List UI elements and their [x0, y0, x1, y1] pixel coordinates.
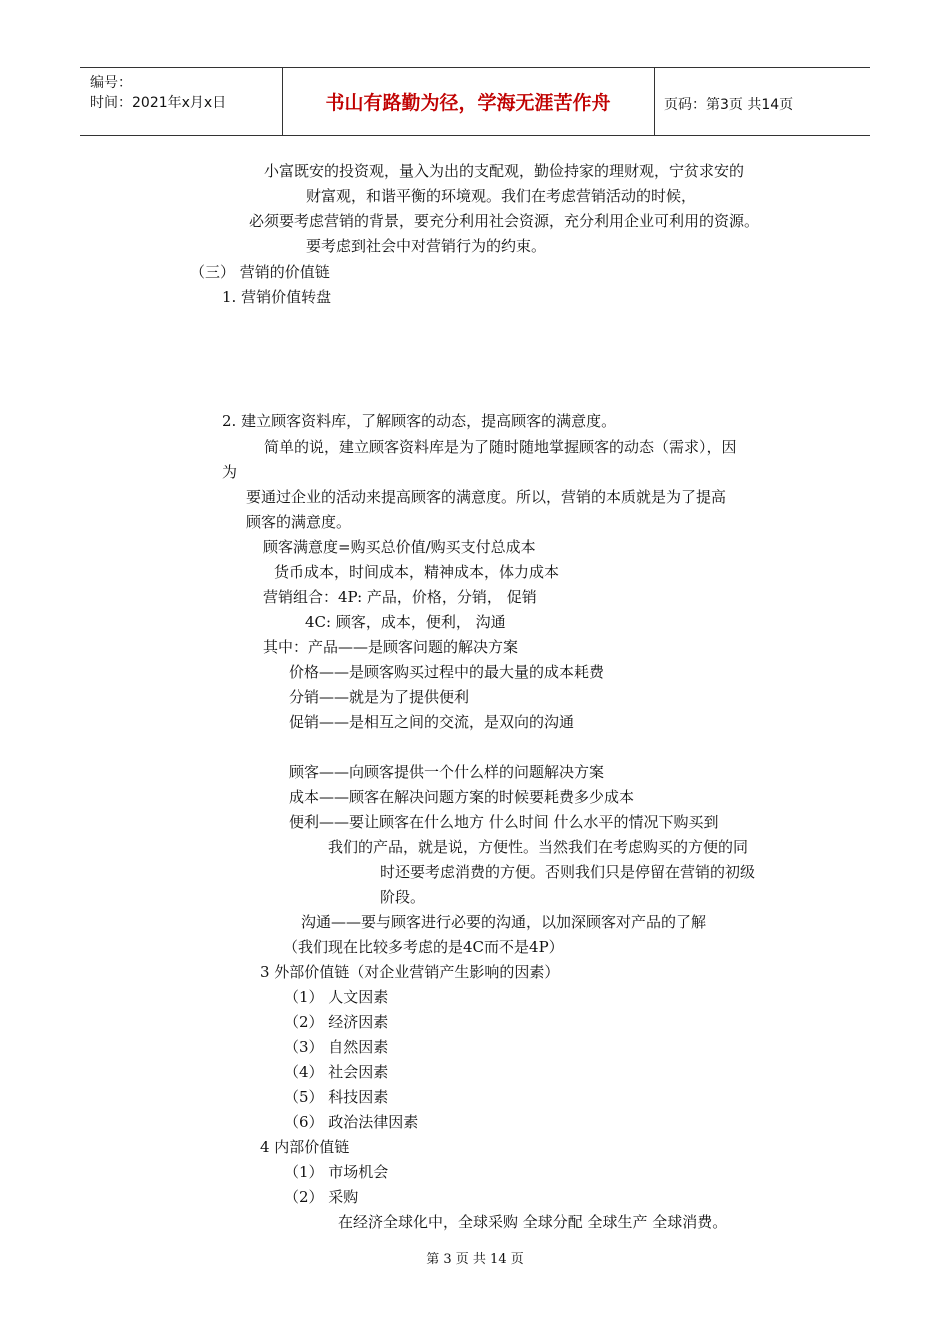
body-line: 简单的说，建立顾客资料库是为了随时随地掌握顾客的动态（需求），因	[264, 438, 737, 456]
list-item: （1） 人文因素	[284, 988, 389, 1006]
body-line: 小富既安的投资观，量入为出的支配观，勤俭持家的理财观，宁贫求安的	[264, 162, 745, 180]
list-item: （2） 采购	[284, 1188, 359, 1206]
body-line: 时还要考虑消费的方便。否则我们只是停留在营销的初级	[380, 863, 756, 881]
body-line: 其中：产品——是顾客问题的解决方案	[263, 638, 519, 656]
body-line: 阶段。	[380, 888, 426, 906]
body-line: 顾客——向顾客提供一个什么样的问题解决方案	[289, 763, 605, 781]
subsection-heading: 2. 建立顾客资料库，了解顾客的动态，提高顾客的满意度。	[222, 412, 617, 430]
list-item: （3） 自然因素	[284, 1038, 389, 1056]
subsection-heading: 3 外部价值链（对企业营销产生影响的因素）	[260, 963, 560, 981]
page-footer: 第 3 页 共 14 页	[426, 1252, 524, 1267]
subsection-heading: 4 内部价值链	[260, 1138, 350, 1156]
header-motto: 书山有路勤为径，学海无涯苦作舟	[325, 91, 611, 114]
list-item: （4） 社会因素	[284, 1063, 389, 1081]
body-line: 在经济全球化中，全球采购 全球分配 全球生产 全球消费。	[338, 1213, 728, 1231]
header-bottom-rule	[80, 135, 870, 136]
body-line: （我们现在比较多考虑的是4C而不是4P）	[283, 938, 564, 956]
section-heading: （三） 营销的价值链	[190, 263, 330, 281]
body-line: 财富观，和谐平衡的环境观。我们在考虑营销活动的时候，	[306, 187, 697, 205]
header-number-label: 编号：	[90, 75, 132, 91]
body-line: 为	[222, 463, 238, 481]
body-line: 要通过企业的活动来提高顾客的满意度。所以，营销的本质就是为了提高	[246, 488, 727, 506]
body-line: 我们的产品，就是说，方便性。当然我们在考虑购买的方便的同	[328, 838, 749, 856]
body-line: 沟通——要与顾客进行必要的沟通，以加深顾客对产品的了解	[301, 913, 707, 931]
body-line: 便利——要让顾客在什么地方 什么时间 什么水平的情况下购买到	[289, 813, 719, 831]
body-line: 4C: 顾客，成本，便利， 沟通	[305, 613, 506, 631]
header-page-label: 页码：第3页 共14页	[664, 97, 794, 113]
body-line: 营销组合：4P: 产品，价格，分销， 促销	[263, 588, 537, 606]
body-line: 必须要考虑营销的背景，要充分利用社会资源，充分利用企业可利用的资源。	[249, 212, 760, 230]
body-line: 价格——是顾客购买过程中的最大量的成本耗费	[289, 663, 605, 681]
body-line: 要考虑到社会中对营销行为的约束。	[306, 237, 547, 255]
list-item: （1） 市场机会	[284, 1163, 389, 1181]
header-divider-right	[654, 67, 655, 135]
header-time-label: 时间：2021年x月x日	[90, 95, 227, 111]
body-line: 顾客的满意度。	[246, 513, 352, 531]
subsection-heading: 1. 营销价值转盘	[222, 288, 332, 306]
body-line: 促销——是相互之间的交流，是双向的沟通	[289, 713, 575, 731]
body-line: 成本——顾客在解决问题方案的时候要耗费多少成本	[289, 788, 635, 806]
body-line: 顾客满意度=购买总价值/购买支付总成本	[263, 538, 536, 556]
body-line: 货币成本，时间成本，精神成本，体力成本	[274, 563, 560, 581]
list-item: （2） 经济因素	[284, 1013, 389, 1031]
list-item: （6） 政治法律因素	[284, 1113, 419, 1131]
body-line: 分销——就是为了提供便利	[289, 688, 470, 706]
list-item: （5） 科技因素	[284, 1088, 389, 1106]
